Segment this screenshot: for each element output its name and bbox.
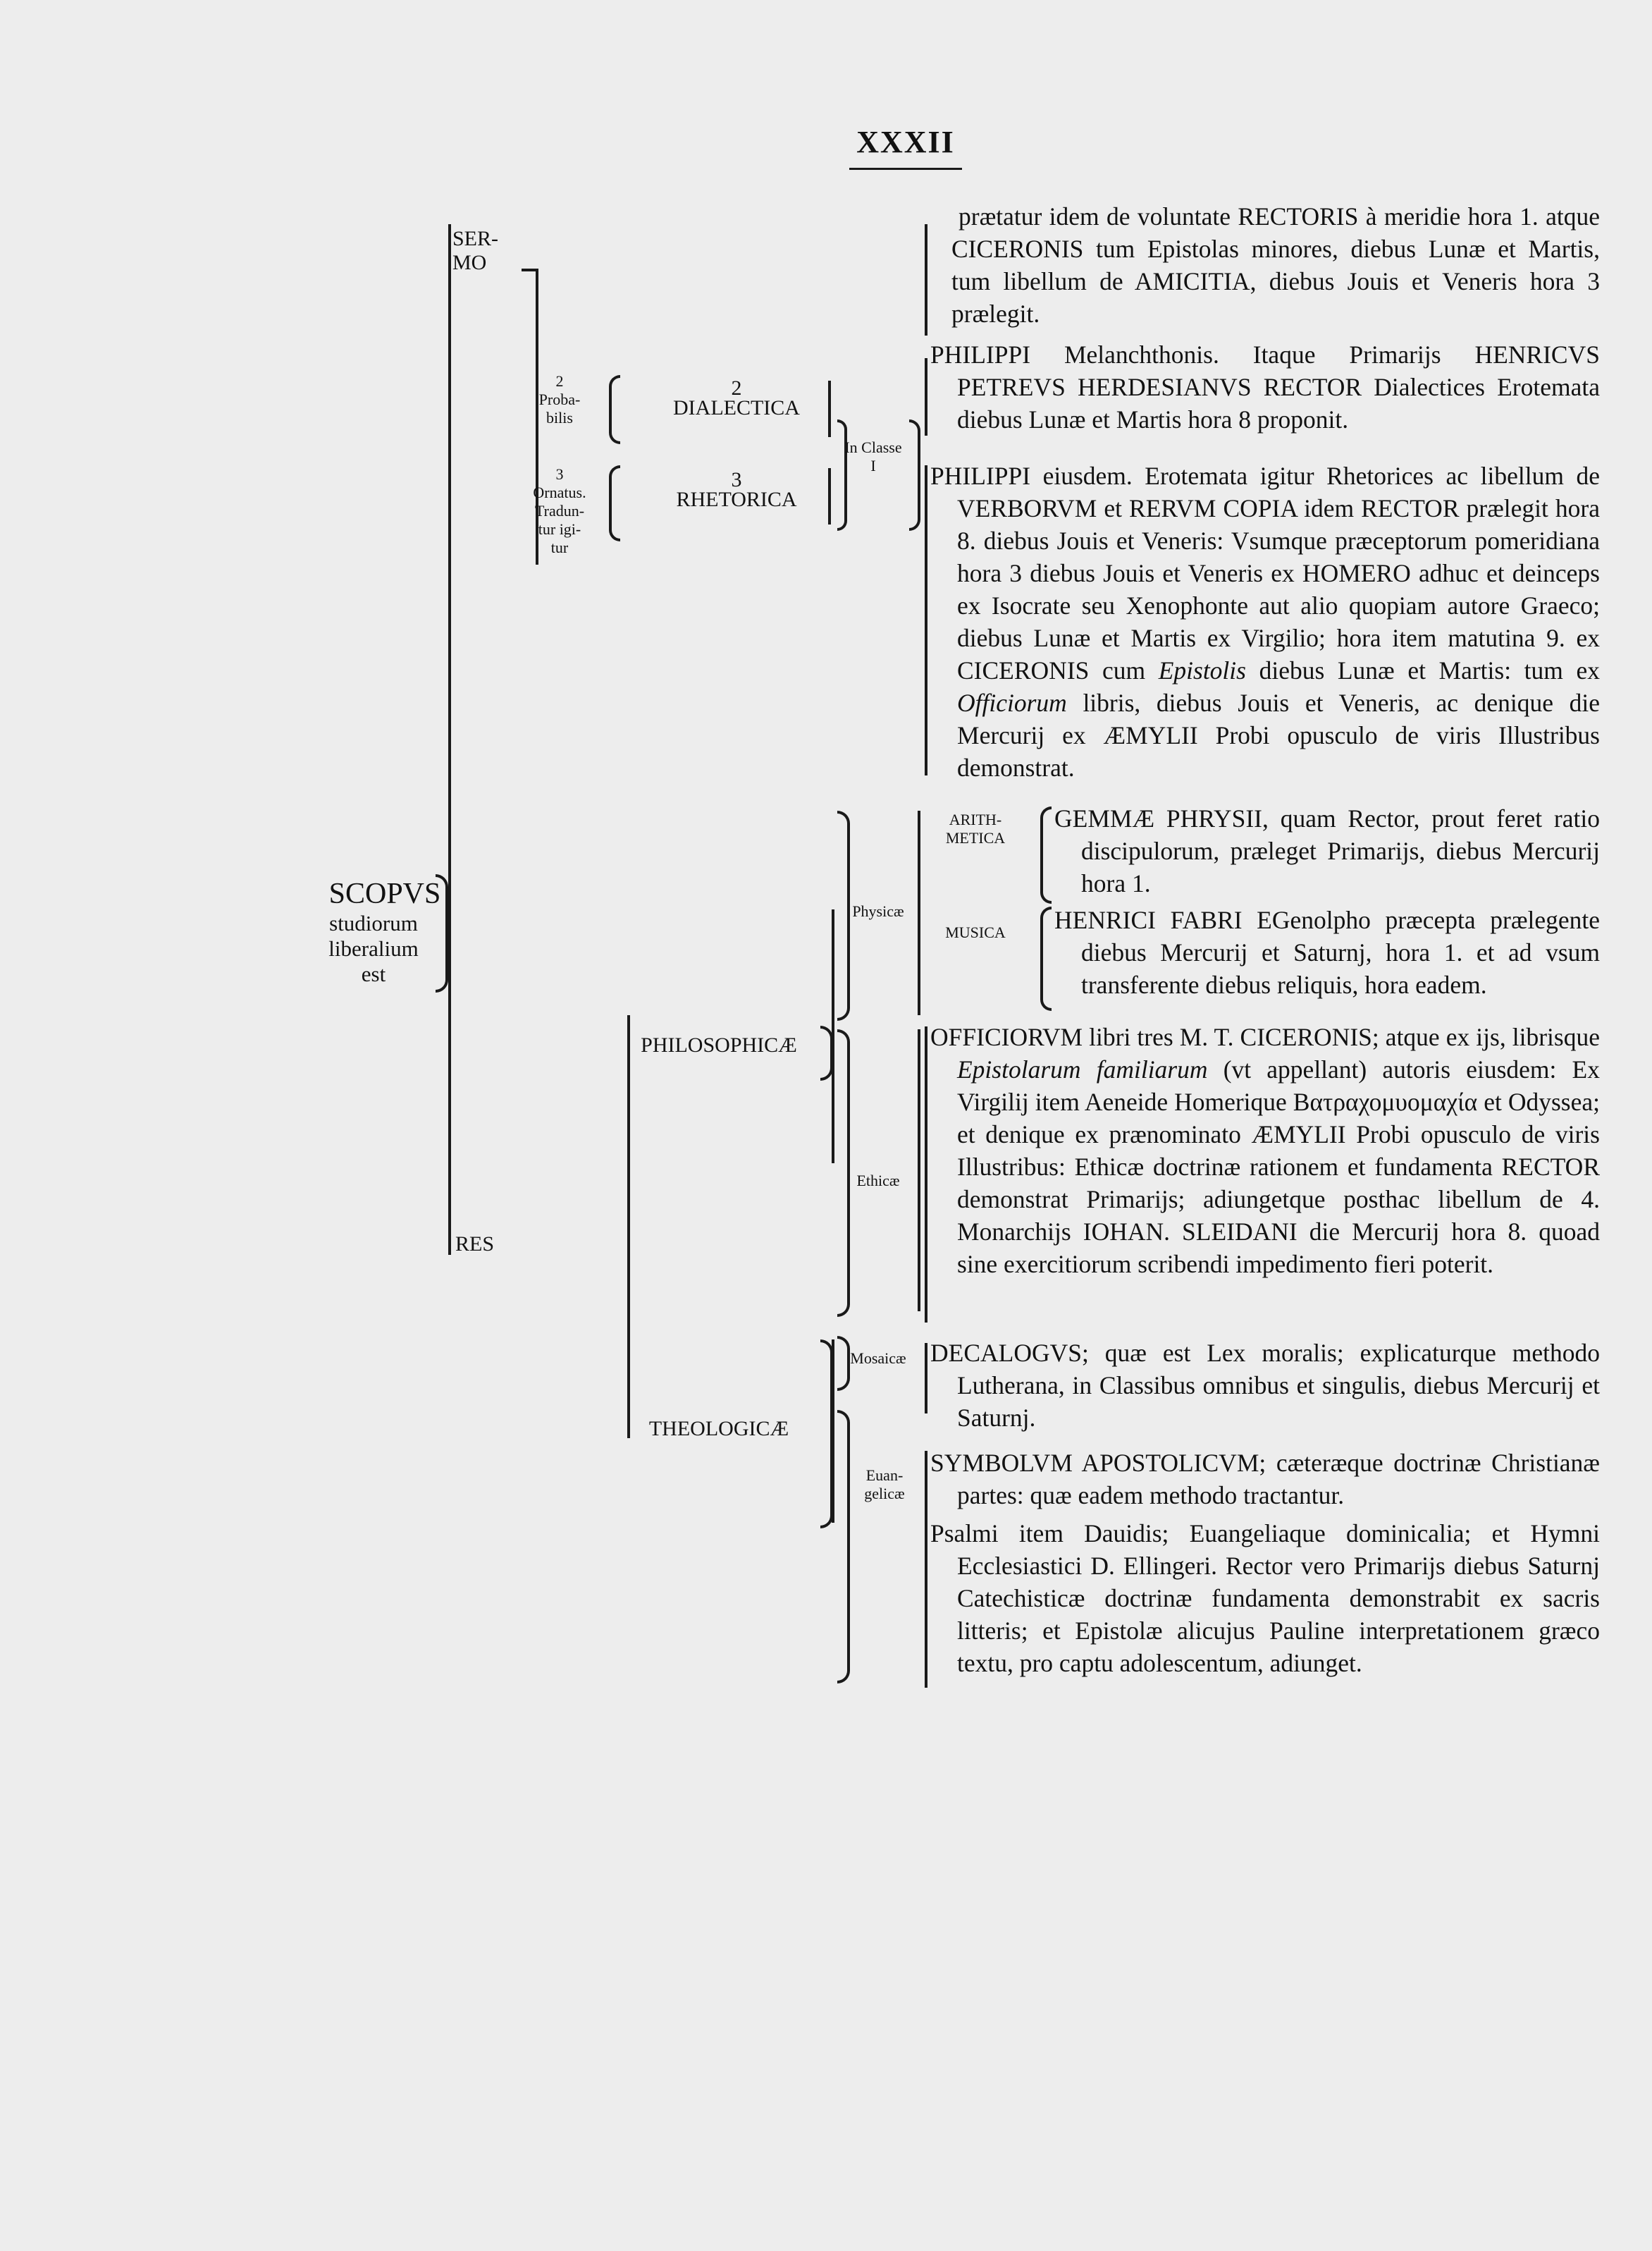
dialectica-num: 2 [731,376,742,400]
physicae-right-line [918,811,920,1015]
in-classe-brace [837,419,847,531]
paragraph-rhetorica-part-a: PHILIPPI eiusdem. Erotemata igitur Rhetorices ac libellum de VERBORVM et RERVM COPIA idem RECTOR prælegit hora 8. diebus Jouis et Veneris: Vsumque præceptorum pomeridiana hora 3 diebus Jouis et Veneris ex HOMERO adhuc et deinceps ex Isocrate seu Xenophonte aut alio quopiam autore Graeco; diebus Lunæ et Martis ex Virgilio; hora item matutina 9. ex CICERONIS cum [930,462,1600,685]
paragraph-rhetorica-part-b: diebus Lunæ et Martis: tum ex [1245,656,1601,685]
in-classe-right-brace [909,419,920,531]
main-trunk-line [448,224,451,1255]
paragraph-rhetorica [930,460,1600,784]
ornatus-brace [609,465,620,541]
theologicae-label: THEOLOGICÆ [648,1417,789,1440]
euangelicae-label: Euan- gelicæ [864,1466,905,1502]
paragraph-ethicae [930,1021,1600,1280]
paragraph-rhetorica-emphasis-1: Epistolis [1158,656,1246,685]
paragraph-arithmetica-text: GEMMÆ PHRYSII, quam Rector, prout feret ratio discipulorum, præleget Primarijs, diebus Mercurij hora 1. [1054,804,1600,897]
mosaicae-label: Mosaicæ [850,1349,906,1367]
philosophicae-label: PHILOSOPHICÆ [641,1034,797,1057]
paragraph-decalogus [930,1337,1600,1434]
text-column-bracket-1 [925,224,927,336]
paragraph-rhetorica-part-c: libris, diebus Jouis et Veneris, ac denique die Mercurij ex ÆMYLII Probi opusculo de viris Illustribus demonstrat. [957,689,1600,782]
page-number-rule [849,168,962,170]
paragraph-symbolum-text: SYMBOLVM APOSTOLICVM; cæteræque doctrinæ Christianæ partes: quæ eadem methodo tractantur. [930,1449,1600,1509]
paragraph-symbolum [930,1447,1600,1511]
euangelicae-brace [837,1410,850,1683]
text-column-bracket-2 [925,358,927,436]
paragraph-rhetorica-text [930,460,1600,784]
paragraph-musica [1054,904,1600,1001]
probabilis-brace [609,375,620,444]
physicae-label: Physicæ [852,902,904,920]
scopus-title: SCOPVS [328,878,441,910]
paragraph-rhetorica-emphasis-2: Officiorum [957,689,1067,717]
sermo-connector [522,269,536,271]
paragraph-dialectica-text: PHILIPPI Melanchthonis. Itaque Primarijs HENRICVS PETREVS HERDESIANVS RECTOR Dialectices Erotemata diebus Lunæ et Martis hora 8 proponit. [930,341,1600,434]
paragraph-ethicae-emphasis: Epistolarum familiarum [957,1055,1208,1084]
paragraph-dialectica [930,338,1600,436]
text-column-bracket-3 [925,465,927,775]
scopus-brace [436,874,448,993]
paragraph-ethicae-part-a: OFFICIORVM libri tres M. T. CICERONIS; atque ex ijs, librisque [930,1023,1600,1051]
paragraph-ethicae-part-b: (vt appellant) autoris eiusdem: Ex Virgilij item Aeneide Homerique Βατραχομυομαχία et Odyssea; et denique ex prænominato ÆMYLII Probi opusculo de viris Illustribus: Ethicæ doctrinæ rationem et fundamenta RECTOR demonstrat Primarijs; adiungetque posthac libellum de 4. Monarchijs IOHAN. SLEIDANI die Mercurij hora 8. quoad sine exercitiorum scribendi impedimento fieri poterit. [957,1055,1600,1278]
paragraph-ethicae-text [930,1021,1600,1280]
rhetorica-label: RHETORICA [676,488,797,511]
arithmetica-label: ARITH- METICA [945,811,1006,847]
arithmetica-brace [1040,806,1052,904]
res-label: RES [455,1232,495,1256]
philosophicae-right-line [832,909,834,1163]
sermo-label: SER- MO [452,227,499,274]
dialectica-label: DIALECTICA [673,396,800,419]
probabilis-label: 2 Proba- bilis [538,372,581,427]
paragraph-psalmi-text: Psalmi item Dauidis; Euangeliaque dominicalia; et Hymni Ecclesiastici D. Ellingeri. Rector vero Primarijs diebus Saturnj Catechisticæ doctrinæ fundamenta demonstrabit ex sacris litteris; et Epistolæ alicujus Pauline interpretationem græco textu, pro captu adolescentum, adiunget. [930,1519,1600,1677]
ethicae-right-line [918,1029,920,1311]
paragraph-musica-text: HENRICI FABRI EGenolpho præcepta prælegente diebus Mercurij et Saturnj, hora 1. et ad vsum transferente diebus reliquis, hora eadem. [1054,906,1600,999]
text-column-bracket-6 [925,1026,927,1323]
text-column-bracket-7 [925,1343,927,1413]
in-classe-label: In Classe I [844,438,902,474]
dialectica-right-line [828,381,831,437]
rhetorica-right-line [828,468,831,525]
text-column-bracket-8 [925,1451,927,1688]
paragraph-psalmi [930,1517,1600,1679]
paragraph-rhetorica-intro: prætatur idem de voluntate RECTORIS à meridie hora 1. atque CICERONIS tum Epistolas minores, diebus Lunæ et Martis, tum libellum de AMICITIA, diebus Jouis et Veneris hora 3 prælegit. [951,202,1600,328]
page-number: XXXII [856,125,955,159]
res-sub-line [627,1015,630,1438]
paragraph-decalogus-text: DECALOGVS; quæ est Lex moralis; explicaturque methodo Lutherana, in Classibus omnibus et singulis, diebus Mercurij et Saturnj. [930,1339,1600,1432]
theologicae-right-line [832,1339,834,1523]
ornatus-label: 3 Ornatus. Tradun- tur igi- tur [533,465,586,556]
musica-label: MUSICA [945,924,1006,941]
ethicae-label: Ethicæ [856,1172,900,1189]
paragraph-arithmetica [1054,802,1600,900]
scopus-subtitle: studiorum liberalium est [328,911,419,986]
rhetorica-num: 3 [731,468,742,491]
musica-brace [1040,907,1052,1011]
